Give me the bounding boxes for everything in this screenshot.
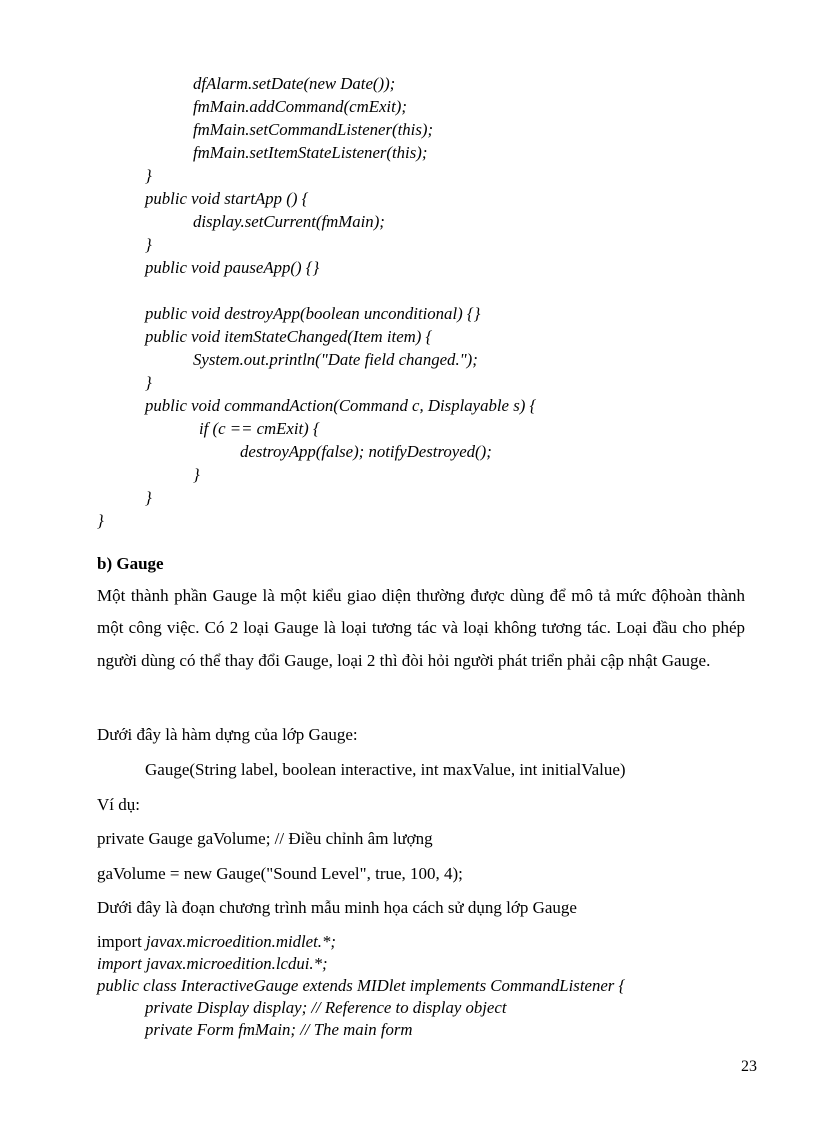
code-line: destroyApp(false); notifyDestroyed(); xyxy=(240,442,492,461)
code-line: System.out.println("Date field changed."); xyxy=(193,350,478,369)
code-line: private Form fmMain; // The main form xyxy=(145,1020,413,1039)
code-line xyxy=(97,932,336,952)
example-label: Ví dụ: xyxy=(97,795,140,814)
code-line: fmMain.setCommandListener(this); xyxy=(193,120,434,139)
code-line: public void itemStateChanged(Item item) { xyxy=(145,327,433,346)
code-line: } xyxy=(193,465,200,484)
code-line: public void pauseApp() {} xyxy=(145,258,320,277)
code-line xyxy=(97,954,328,974)
page-number: 23 xyxy=(741,1058,757,1075)
import-keyword: import xyxy=(97,932,142,951)
code-line: } xyxy=(145,373,152,392)
code-line: private Display display; // Reference to display object xyxy=(145,998,507,1017)
code-line: public void destroyApp(boolean unconditional) {} xyxy=(145,304,481,323)
code-line: } xyxy=(145,166,152,185)
code-line: public void commandAction(Command c, Displayable s) { xyxy=(145,396,537,415)
code-line: } xyxy=(145,235,152,254)
example-line: private Gauge gaVolume; // Điều chỉnh âm lượng xyxy=(97,829,433,848)
section-heading: b) Gauge xyxy=(97,554,164,573)
import-path: javax.microedition.lcdui.*; xyxy=(145,954,328,973)
code-line: fmMain.setItemStateListener(this); xyxy=(193,143,428,162)
sample-intro: Dưới đây là đoạn chương trình mẫu minh họa cách sử dụng lớp Gauge xyxy=(97,898,577,917)
constructor-intro: Dưới đây là hàm dựng của lớp Gauge: xyxy=(97,725,358,744)
code-line: fmMain.addCommand(cmExit); xyxy=(193,97,407,116)
constructor-signature: Gauge(String label, boolean interactive, int maxValue, int initialValue) xyxy=(145,760,626,779)
code-line: } xyxy=(97,511,104,530)
code-line: } xyxy=(145,488,152,507)
code-line: display.setCurrent(fmMain); xyxy=(193,212,385,231)
code-line: public class InteractiveGauge extends MIDlet implements CommandListener { xyxy=(97,976,626,995)
example-line: gaVolume = new Gauge("Sound Level", true, 100, 4); xyxy=(97,864,463,883)
code-line: dfAlarm.setDate(new Date()); xyxy=(193,74,396,93)
import-keyword: import xyxy=(97,954,142,973)
code-line: public void startApp () { xyxy=(145,189,309,208)
intro-paragraph: Một thành phần Gauge là một kiểu giao diện thường được dùng để mô tả mức độhoàn thành một công việc. Có 2 loại Gauge là loại tương tác và loại không tương tác. Loại đầu cho phép người dùng có thể thay đổi Gauge, loại 2 thì đòi hỏi người phát triển phải cập nhật Gauge. xyxy=(97,586,745,670)
import-path: javax.microedition.midlet.*; xyxy=(145,932,336,951)
code-line: if (c == cmExit) { xyxy=(199,419,320,438)
